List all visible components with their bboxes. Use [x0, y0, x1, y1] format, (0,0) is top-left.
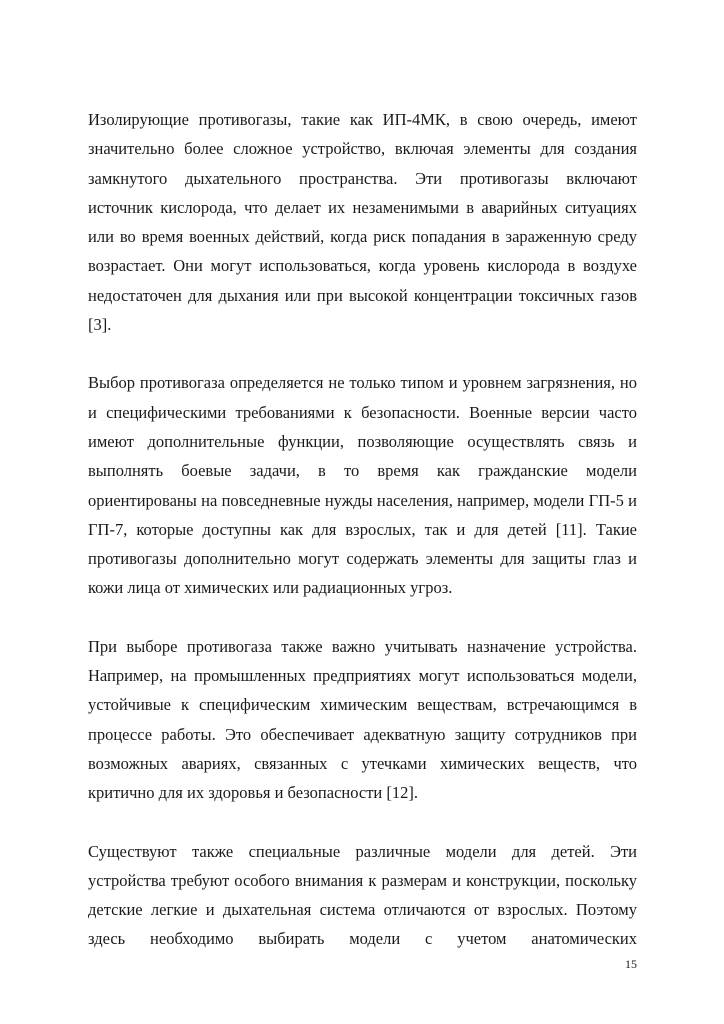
paragraph-isolating-gas-masks: Изолирующие противогазы, такие как ИП-4МК, в свою очередь, имеют значительно более сложное устройство, включая элементы для создания замкнутого дыхательного пространства. Эти противогазы включают источник кислорода, что делает их незаменимыми в аварийных ситуациях или во время военных действий, когда риск попадания в зараженную среду возрастает. Они могут использоваться, когда уровень кислорода в воздухе недостаточен для дыхания или при высокой концентрации токсичных газов [3].: [88, 110, 637, 335]
paragraph-children-models: Существуют также специальные различные модели для детей. Эти устройства требуют особого внимания к размерам и конструкции, поскольку детские легкие и дыхательная система отличаются от взрослых. Поэтому здесь необходимо выбирать модели с учетом анатомических: [88, 841, 637, 949]
page-number: 15: [625, 957, 637, 971]
paragraph-gas-mask-selection: Выбор противогаза определяется не только типом и уровнем загрязнения, но и специфическими требованиями к безопасности. Военные версии часто имеют дополнительные функции, позволяющие осуществлять связь и выполнять боевые задачи, в то время как гражданские модели ориентированы на повседневные нужды населения, например, модели ГП-5 и ГП-7, которые доступны как для взрослых, так и для детей [11]. Такие противогазы дополнительно могут содержать элементы для защиты глаз и кожи лица от химических или радиационных угроз.: [88, 373, 637, 598]
paragraph-device-purpose: При выборе противогаза также важно учитывать назначение устройства. Например, на промышленных предприятиях могут использоваться модели, устойчивые к специфическим химическим веществам, встречающимся в процессе работы. Это обеспечивает адекватную защиту сотрудников при возможных авариях, связанных с утечками химических веществ, что критично для их здоровья и безопасности [12].: [88, 636, 637, 803]
page-body: [88, 105, 637, 983]
